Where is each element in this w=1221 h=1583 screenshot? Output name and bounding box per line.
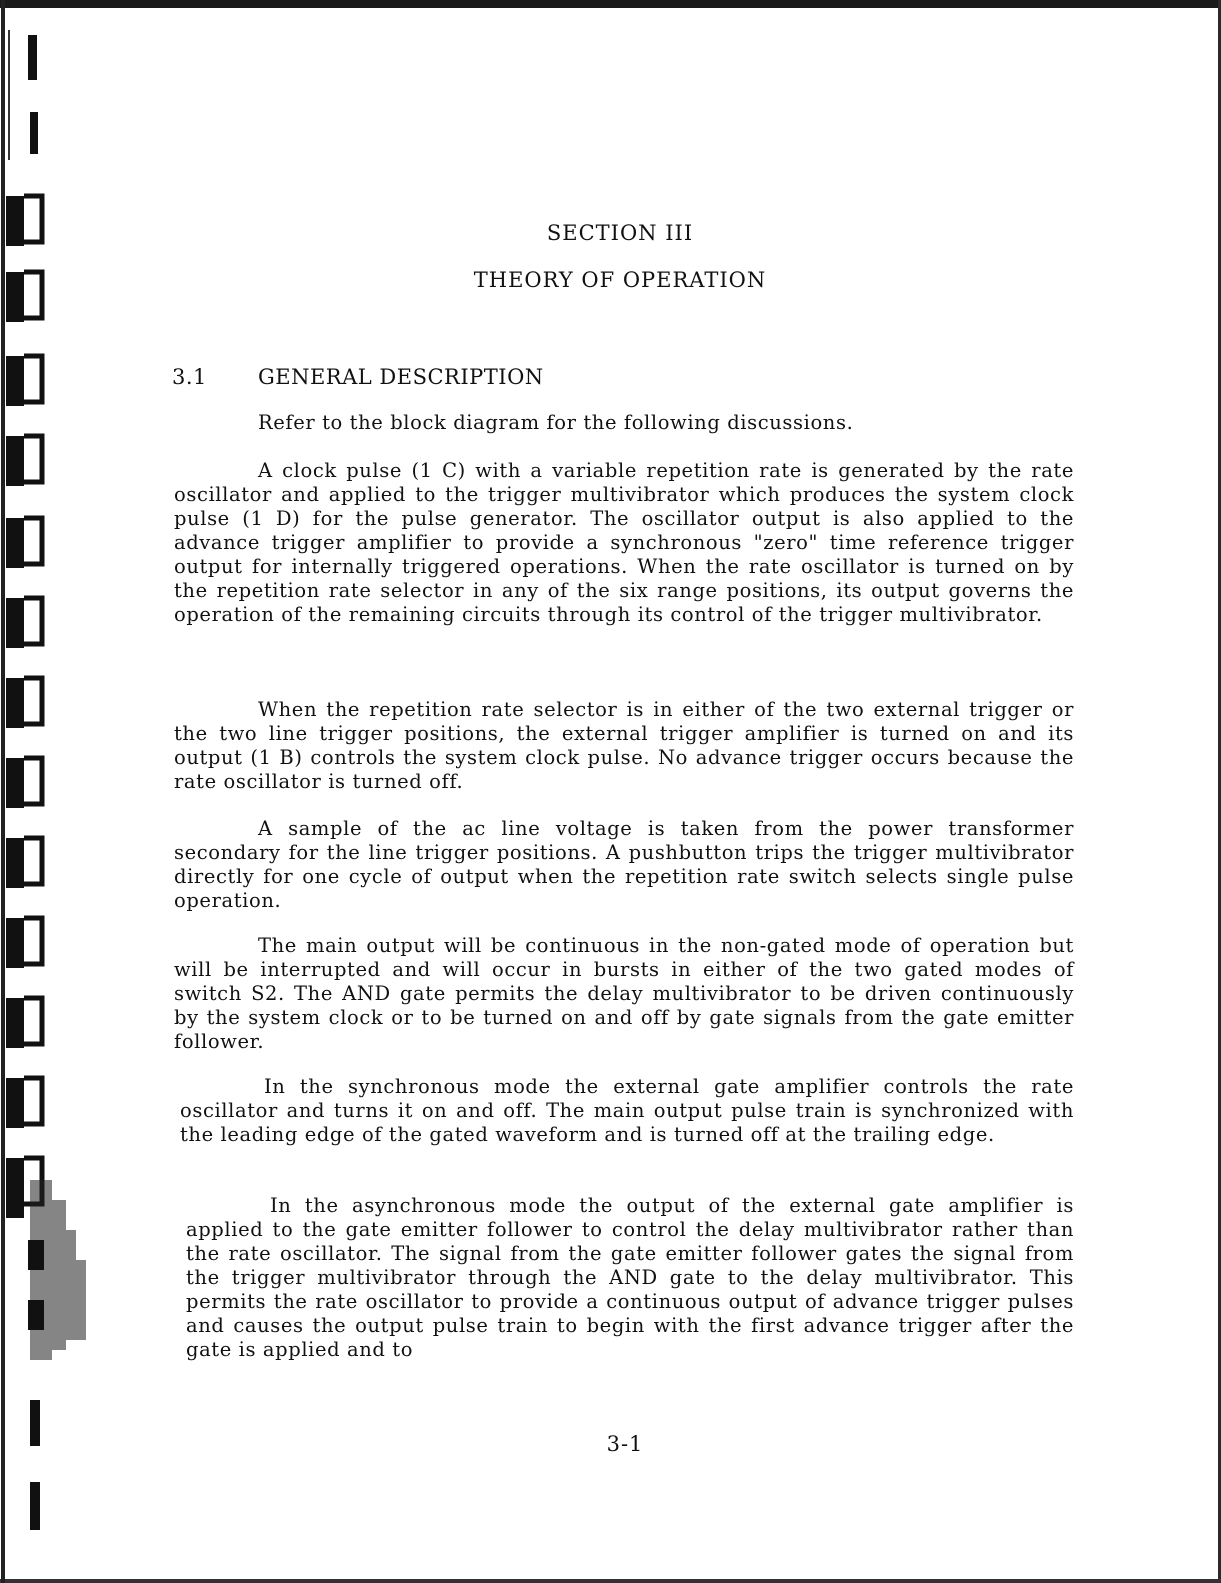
scan-top-border bbox=[0, 0, 1221, 8]
subsection-number: 3.1 bbox=[172, 365, 207, 389]
subsection-title: GENERAL DESCRIPTION bbox=[258, 365, 544, 389]
section-title: THEORY OF OPERATION bbox=[473, 268, 767, 292]
paragraph-clock-pulse: A clock pulse (1 C) with a variable repetition rate is generated by the rate oscillator and applied to the trigger multivibrator which produces the system clock pulse (1 D) for the pulse generator. The oscillator output is also applied to the advance trigger amplifier to provide a synchronous "zero" time reference trigger output for internally triggered operations. When the rate oscillator is turned on by the repetition rate selector in any of the six range positions, its output governs the operation of the remaining circuits through its control of the trigger multivibrator. bbox=[174, 459, 1074, 626]
subsection-heading bbox=[172, 365, 544, 389]
paragraph-line-sample: A sample of the ac line voltage is taken from the power transformer secondary for the line trigger positions. A pushbutton trips the trigger multivibrator directly for one cycle of output when the repetition rate switch selects single pulse operation. bbox=[174, 817, 1074, 912]
scan-bottom-border bbox=[0, 1579, 1221, 1583]
paragraph-main-output: The main output will be continuous in the non-gated mode of operation but will be interrupted and will occur in bursts in either of the two gated modes of switch S2. The AND gate permits the delay multivibrator to be driven continuously by the system clock or to be turned on and off by gate signals from the gate emitter follower. bbox=[174, 934, 1074, 1053]
paragraph-asynchronous-mode: In the asynchronous mode the output of the external gate amplifier is applied to the gate emitter follower to control the delay multivibrator rather than the rate oscillator. The signal from the gate emitter follower gates the signal from the trigger multivibrator through the AND gate to the delay multivibrator. This permits the rate oscillator to provide a continuous output of advance trigger pulses and causes the output pulse train to begin with the first advance trigger after the gate is applied and to bbox=[186, 1194, 1074, 1361]
paragraph-intro: Refer to the block diagram for the following discussions. bbox=[258, 411, 854, 434]
section-heading: SECTION III bbox=[546, 221, 694, 245]
page-number: 3-1 bbox=[606, 1432, 644, 1456]
paragraph-external-trigger: When the repetition rate selector is in either of the two external trigger or the two line trigger positions, the external trigger amplifier is turned on and its output (1 B) controls the system clock pulse. No advance trigger occurs because the rate oscillator is turned off. bbox=[174, 698, 1074, 793]
paragraph-synchronous-mode: In the synchronous mode the external gate amplifier controls the rate oscillator and turns it on and off. The main output pulse train is synchronized with the leading edge of the gated waveform and is turned off at the trailing edge. bbox=[180, 1075, 1074, 1146]
